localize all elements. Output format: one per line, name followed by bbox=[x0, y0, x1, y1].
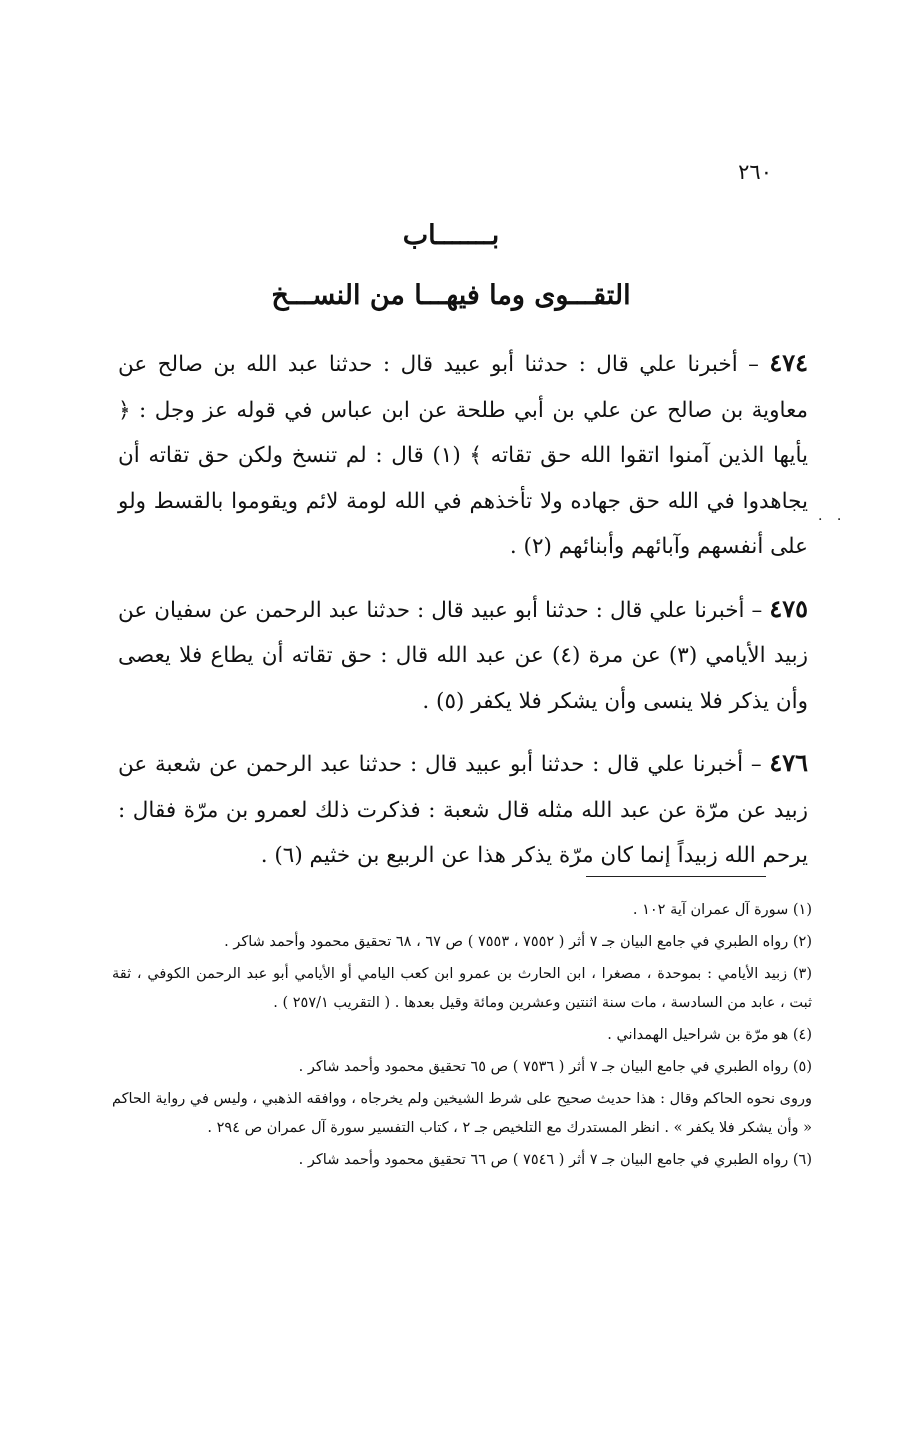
footnote-3: (٣) زبيد الأيامي : بموحدة ، مصغرا ، ابن الحارث بن عمرو ابن كعب اليامي أو الأيامي أبو عبد الرحمن الكوفي ، ثقة ثبت ، عابد من السادسة ، مات سنة اثنتين وعشرين ومائة وقيل بعدها . ( التقريب ٢٥٧/١ ) . bbox=[112, 966, 812, 1011]
hadith-text: – أخبرنا علي قال : حدثنا أبو عبيد قال : حدثنا عبد الله بن صالح عن معاوية بن صالح عن علي بن أبي طلحة عن ابن عباس في قوله عز وجل : ﴿ يأيها الذين آمنوا اتقوا الله حق تقاته ﴾ (١) قال : لم تنسخ ولكن حق تقاته أن يجاهدوا في الله حق جهاده ولا تأخذهم في الله لومة لائم ويقوموا بالقسط ولو على أنفسهم وآبائهم وأبنائهم (٢) . bbox=[118, 352, 808, 559]
hadith-number: ٤٧٦ bbox=[769, 748, 808, 777]
footnote-6: (٦) رواه الطبري في جامع البيان جـ ٧ أثر ( ٧٥٤٦ ) ص ٦٦ تحقيق محمود وأحمد شاكر . bbox=[298, 1152, 812, 1168]
footnote-5: (٥) رواه الطبري في جامع البيان جـ ٧ أثر ( ٧٥٣٦ ) ص ٦٥ تحقيق محمود وأحمد شاكر . bbox=[298, 1059, 812, 1075]
hadith-number: ٤٧٥ bbox=[769, 593, 808, 623]
stray-marks: . . bbox=[818, 508, 847, 524]
footnote-divider bbox=[586, 876, 766, 877]
hadith-paragraph-474 bbox=[118, 340, 808, 570]
footnote-4: (٤) هو مرّة بن شراحيل الهمداني . bbox=[607, 1027, 812, 1043]
hadith-text: – أخبرنا علي قال : حدثنا أبو عبيد قال : حدثنا عبد الرحمن عن شعبة عن زبيد عن مرّة عن عبد الله مثله قال شعبة : فذكرت ذلك لعمرو بن مرّة فقال : يرحم الله زبيداً إنما كان مرّة يذكر هذا عن الربيع بن خثيم (٦) . bbox=[118, 752, 808, 868]
hadith-text: – أخبرنا علي قال : حدثنا أبو عبيد قال : حدثنا عبد الرحمن عن سفيان عن زبيد الأيامي (٣) عن مرة (٤) عن عبد الله قال : حق تقاته أن يطاع فلا يعصى وأن يذكر فلا ينسى وأن يشكر فلا يكفر (٥) . bbox=[118, 597, 809, 714]
footnotes bbox=[112, 896, 812, 1178]
hadith-number: ٤٧٤ bbox=[769, 348, 808, 377]
hadith-paragraph-476 bbox=[118, 740, 808, 879]
section-heading-bab: بـــــــاب bbox=[402, 220, 500, 251]
hadith-paragraph-475 bbox=[118, 586, 808, 725]
main-text bbox=[118, 340, 808, 895]
footnote-2: (٢) رواه الطبري في جامع البيان جـ ٧ أثر ( ٧٥٥٢ ، ٧٥٥٣ ) ص ٦٧ ، ٦٨ تحقيق محمود وأحمد شاكر . bbox=[224, 934, 812, 950]
section-heading-title: التقـــوى وما فيهـــا من النســـخ bbox=[271, 280, 631, 311]
footnote-5-continued: وروى نحوه الحاكم وقال : هذا حديث صحيح على شرط الشيخين ولم يخرجاه ، ووافقه الذهبي ، وليس في رواية الحاكم « وأن يشكر فلا يكفر » . انظر المستدرك مع التلخيص جـ ٢ ، كتاب التفسير سورة آل عمران ص ٢٩٤ . bbox=[112, 1091, 812, 1136]
page-number: ٢٦٠ bbox=[738, 160, 772, 184]
footnote-1: (١) سورة آل عمران آية ١٠٢ . bbox=[632, 902, 812, 918]
